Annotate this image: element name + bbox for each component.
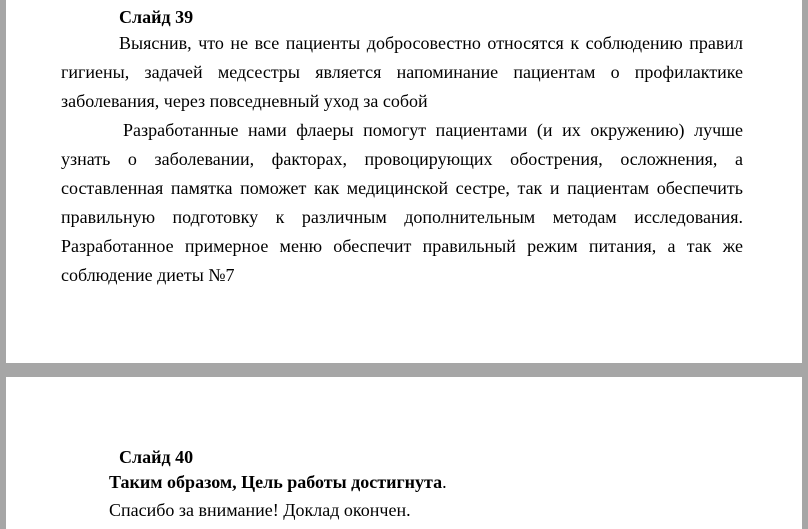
document-page-2	[6, 377, 802, 529]
document-page-1	[6, 0, 802, 363]
slide-40-heading: Слайд 40	[119, 447, 194, 467]
slide-39-paragraph-1: Выяснив, что не все пациенты добросовестно относятся к соблюдению правил гигиены, задачей медсестры является напоминание пациентам о профилактике заболевания, через повседневный уход за собой	[61, 33, 743, 111]
slide-39-paragraph-2: Разработанные нами флаеры помогут пациентами (и их окружению) лучше узнать о заболевании, факторах, провоцирующих обострения, осложнения, а составленная памятка поможет как медицинской сестре, так и пациентам обеспечить правильную подготовку к различным дополнительным методам исследования. Разработанное примерное меню обеспечит правильный режим питания, а так же соблюдение диеты №7	[61, 120, 743, 285]
slide-40-closing: Спасибо за внимание! Доклад окончен.	[109, 500, 411, 520]
conclusion-bold-text: Таким образом, Цель работы достигнута	[109, 472, 443, 492]
conclusion-period: .	[442, 472, 447, 492]
slide-39-heading: Слайд 39	[119, 7, 194, 27]
slide-40-conclusion	[109, 471, 447, 493]
